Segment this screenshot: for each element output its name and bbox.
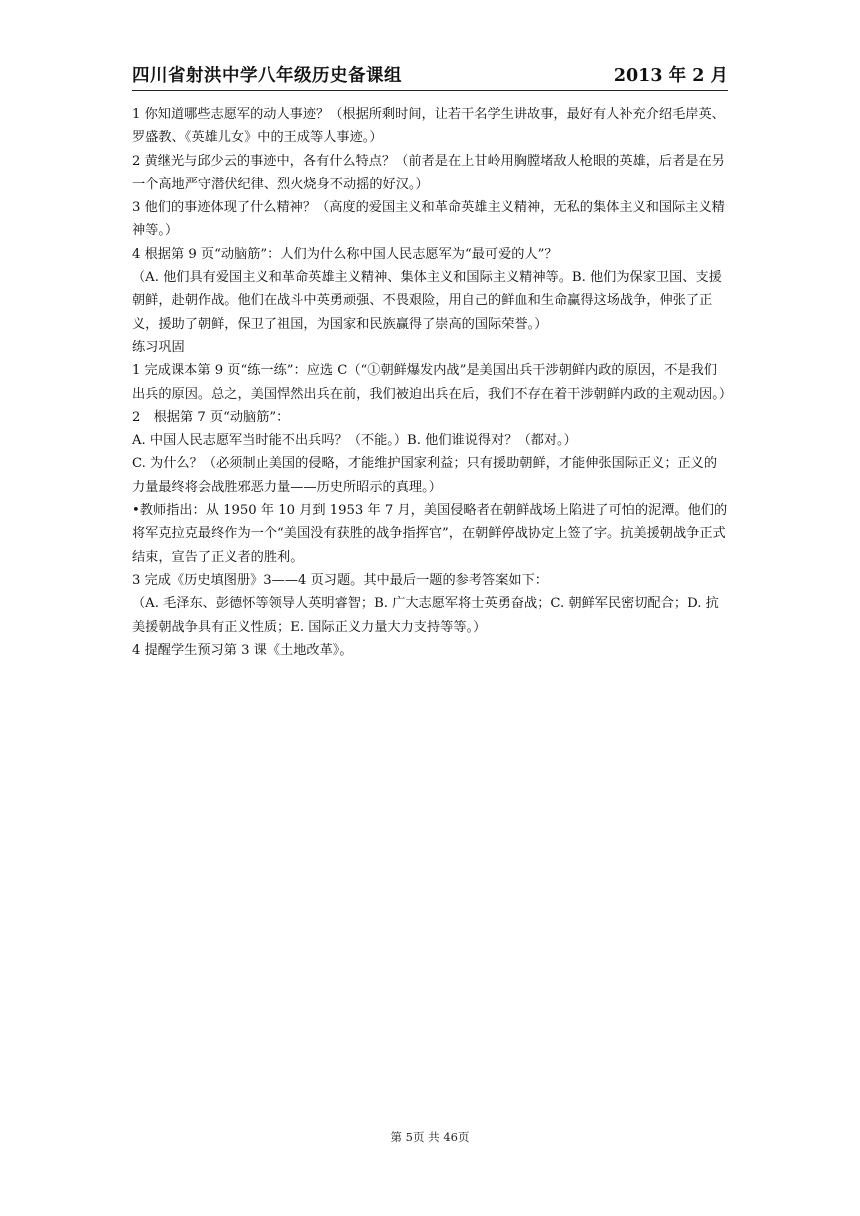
document-body xyxy=(132,103,733,662)
question-4: 4 根据第 9 页“动脑筋”：人们为什么称中国人民志愿军为“最可爱的人”？ xyxy=(132,246,558,262)
answer-4: （A. 他们具有爱国主义和革命英雄主义精神、集体主义和国际主义精神等。B. 他们为保家卫国、支援朝鲜，赴朝作战。他们在战斗中英勇顽强、不畏艰险，用自己的鲜血和生命赢得这场战争，伸张了正义，援助了朝鲜，保卫了祖国，为国家和民族赢得了崇高的国际荣誉。） xyxy=(132,270,722,332)
section-heading-practice: 练习巩固 xyxy=(132,339,185,355)
practice-3: 3 完成《历史填图册》3——4 页习题。其中最后一题的参考答案如下： xyxy=(132,572,548,588)
question-1: 1 你知道哪些志愿军的动人事迹？（根据所剩时间，让若干名学生讲故事，最好有人补充介绍毛岸英、罗盛教、《英雄儿女》中的王成等人事迹。） xyxy=(132,107,725,146)
page-footer: 第 5页 共 46页 xyxy=(390,1130,470,1144)
practice-3-answer: （A. 毛泽东、彭德怀等领导人英明睿智；B. 广大志愿军将士英勇奋战；C. 朝鲜军民密切配合；D. 抗美援朝战争具有正义性质；E. 国际正义力量大力支持等等。） xyxy=(132,596,719,635)
header-title: 四川省射洪中学八年级历史备课组 xyxy=(132,66,402,86)
question-2: 2 黄继光与邱少云的事迹中，各有什么特点？（前者是在上甘岭用胸膛堵敌人枪眼的英雄，后者是在另一个高地严守潜伏纪律、烈火烧身不动摇的好汉。） xyxy=(132,153,725,192)
practice-2-c: C. 为什么？（必须制止美国的侵略，才能维护国家利益；只有援助朝鲜，才能伸张国际正义；正义的力量最终将会战胜邪恶力量——历史所昭示的真理。） xyxy=(132,456,718,495)
page-header xyxy=(132,62,728,91)
practice-2-a-b: A. 中国人民志愿军当时能不出兵吗？（不能。）B. 他们谁说得对？（都对。） xyxy=(132,433,577,449)
header-date: 2013 年 2 月 xyxy=(613,66,728,86)
practice-2: 2 根据第 7 页“动脑筋”： xyxy=(132,409,290,425)
practice-1: 1 完成课本第 9 页“练一练”：应选 C（“①朝鲜爆发内战”是美国出兵干涉朝鲜内政的原因，不是我们出兵的原因。总之，美国悍然出兵在前，我们被迫出兵在后，我们不存在着干涉朝鲜内政的主观动因。） xyxy=(132,363,733,402)
question-3: 3 他们的事迹体现了什么精神？（高度的爱国主义和革命英雄主义精神，无私的集体主义和国际主义精神等。） xyxy=(132,200,725,239)
practice-4: 4 提醒学生预习第 3 课《土地改革》。 xyxy=(132,642,353,658)
teacher-note: •教师指出：从 1950 年 10 月到 1953 年 7 月，美国侵略者在朝鲜战场上陷进了可怕的泥潭。他们的将军克拉克最终作为一个“美国没有获胜的战争指挥官”，在朝鲜停战协定上签了字。抗美援朝战争正式结束，宣告了正义者的胜利。 xyxy=(132,503,728,565)
